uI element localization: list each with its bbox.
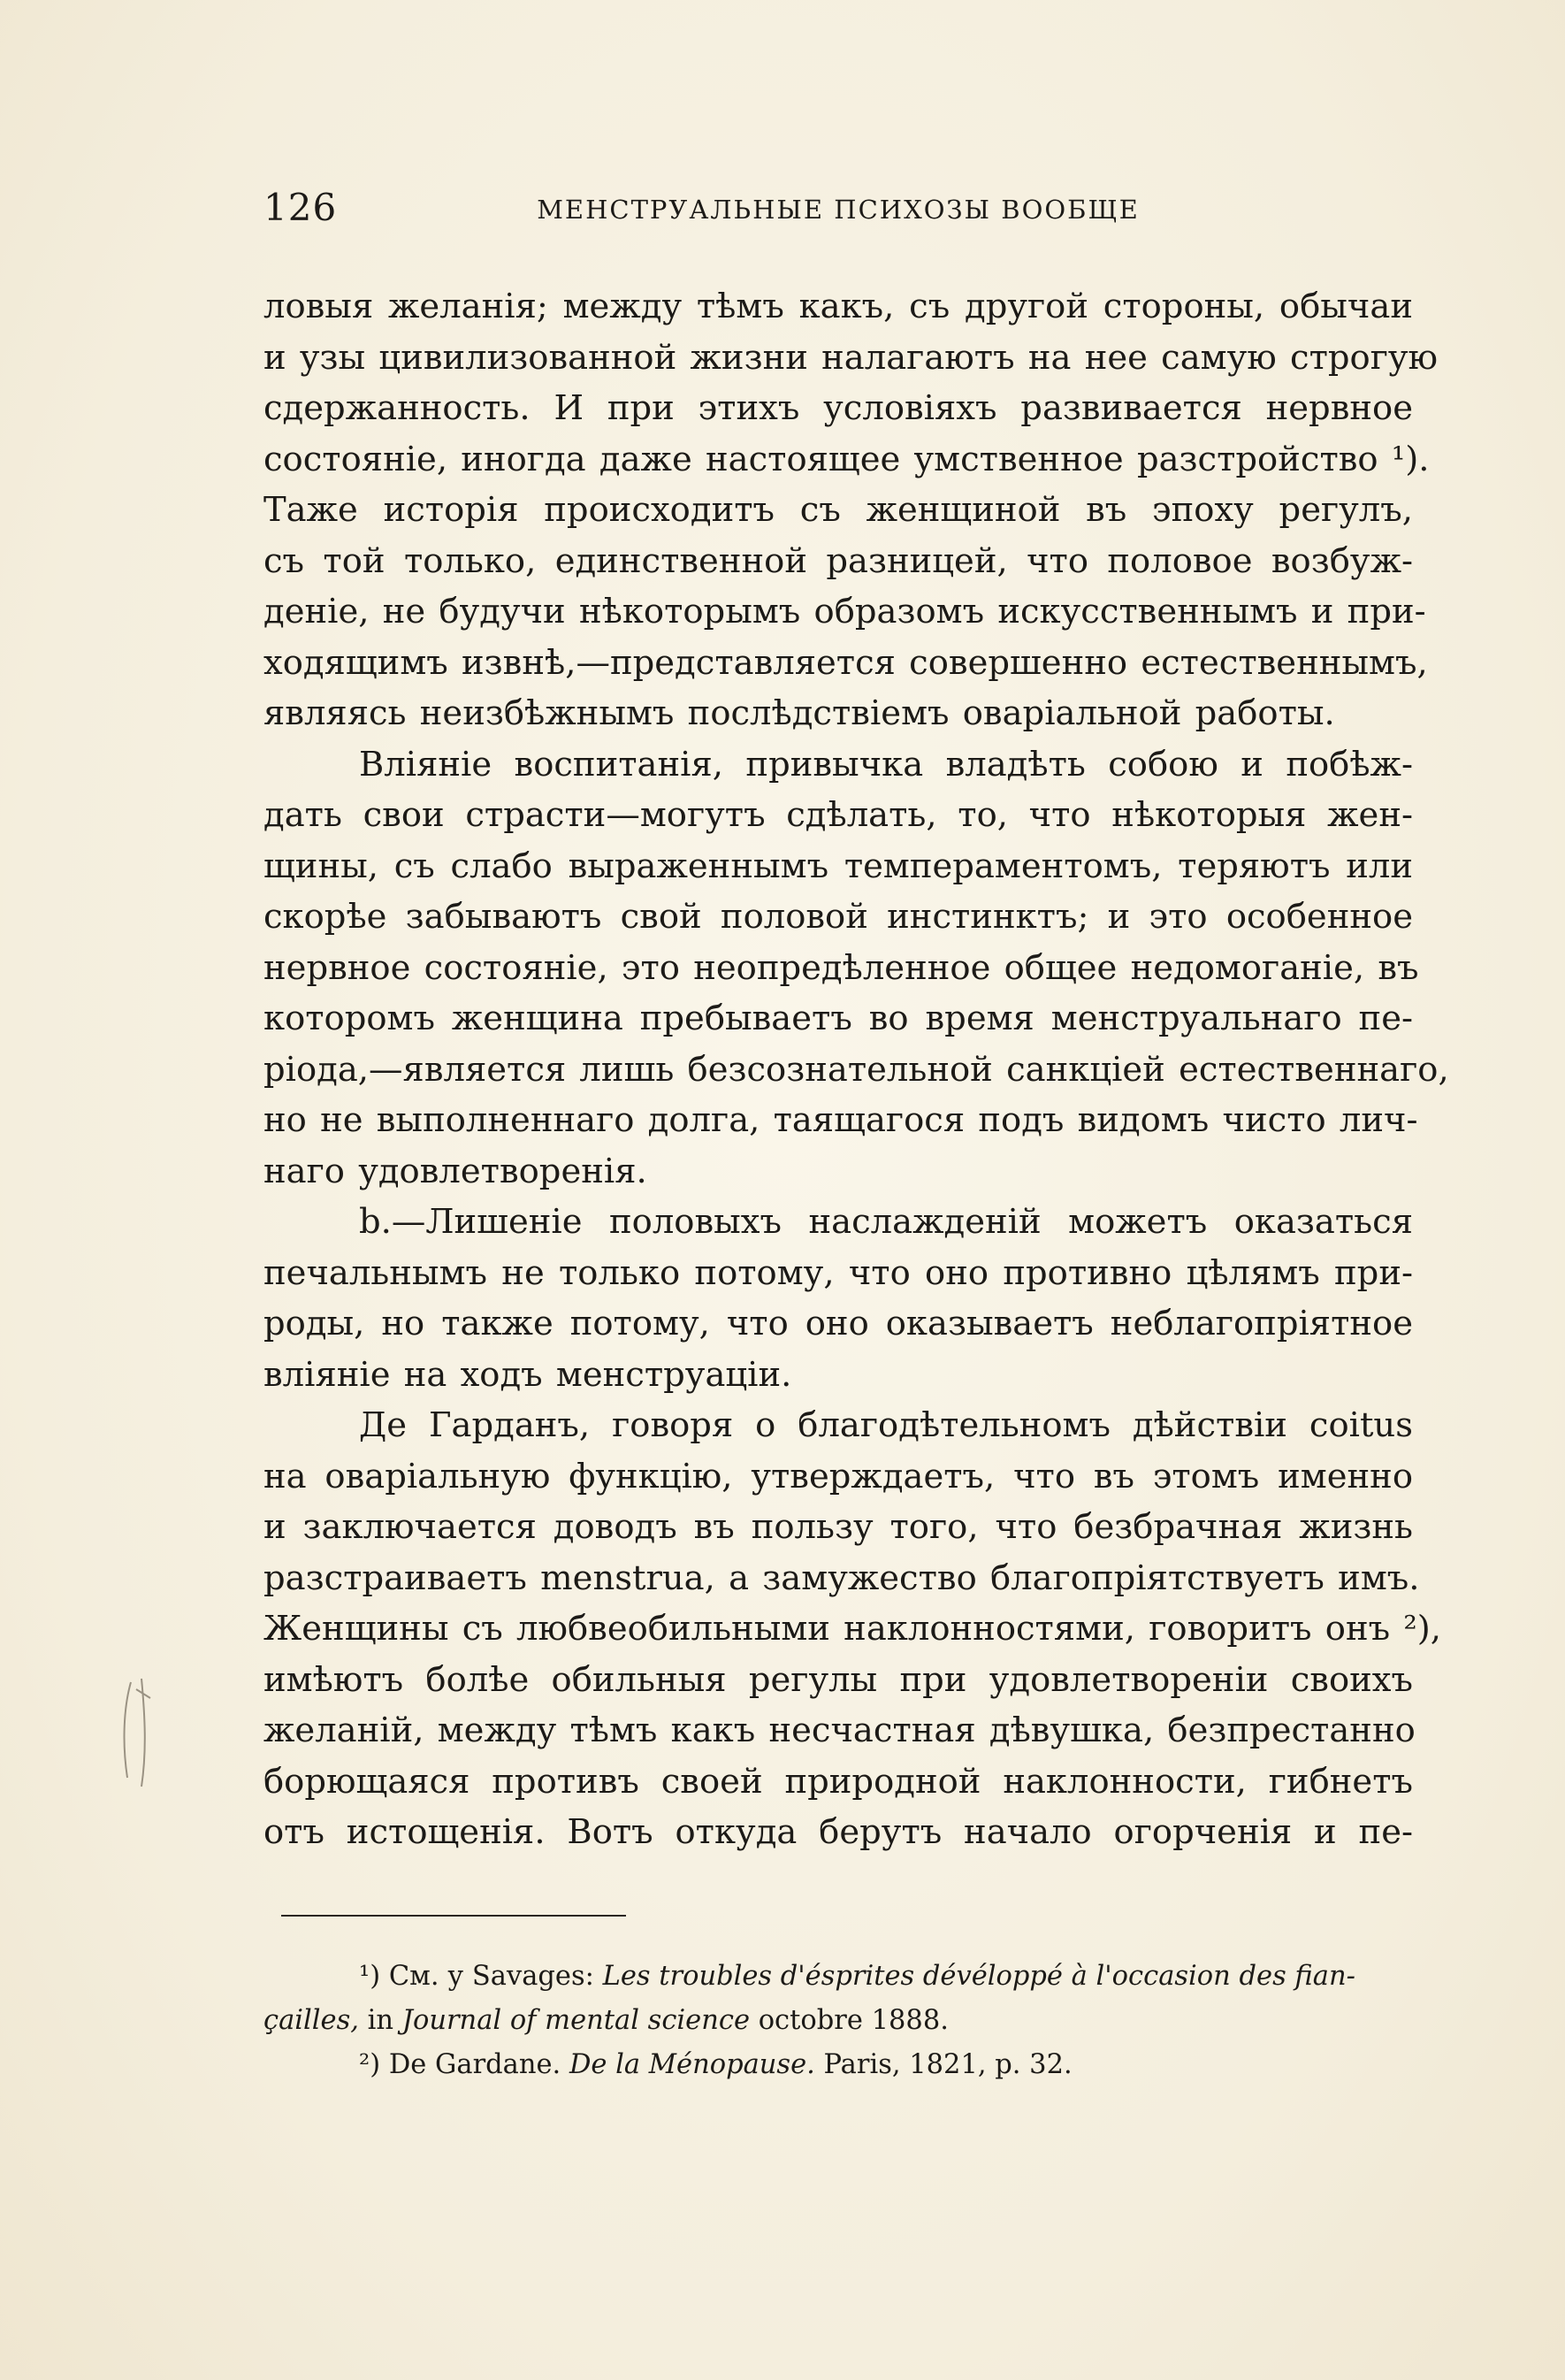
- text-line: но не выполненнаго долга, таящагося подъ видомъ чисто лич-: [263, 1100, 1418, 1140]
- text-line: вліяніе на ходъ менструаціи.: [263, 1354, 792, 1395]
- page-header: [263, 186, 1413, 235]
- text-line: нервное состояніе, это неопредѣленное общее недомоганіе, въ: [263, 947, 1419, 988]
- text-line: ріода,—является лишь безсознательной санкціей естественнаго,: [263, 1049, 1449, 1090]
- footnote-marker: ¹) См. у Savages:: [359, 1961, 603, 1992]
- footnote-title: Les troubles d'ésprites dévéloppé à l'occasion des fian-: [602, 1961, 1355, 1992]
- text-line: отъ истощенія. Вотъ откуда берутъ начало огорченія и пе-: [263, 1812, 1413, 1852]
- text-line: b.—Лишеніе половыхъ наслажденій можетъ оказаться: [359, 1202, 1413, 1242]
- footnote-rule: [281, 1915, 626, 1917]
- footnote-2: [263, 2043, 1413, 2087]
- text-line: наго удовлетворенія.: [263, 1151, 647, 1191]
- text-line: печальнымъ не только потому, что оно противно цѣлямъ при-: [263, 1252, 1413, 1293]
- footnotes: [263, 1955, 1413, 2087]
- text-line: сдержанность. И при этихъ условіяхъ развивается нервное: [263, 388, 1413, 428]
- text-line: являясь неизбѣжнымъ послѣдствіемъ оваріальной работы.: [263, 693, 1335, 733]
- footnote-title-cont: çailles,: [263, 2005, 359, 2036]
- text-line: ходящимъ извнѣ,—представляется совершенно естественнымъ,: [263, 642, 1428, 683]
- footnote-1-cont: [263, 1999, 1413, 2043]
- text-line: имѣютъ болѣе обильныя регулы при удовлетвореніи своихъ: [263, 1659, 1413, 1700]
- text-line: дать свои страсти—могутъ сдѣлать, то, что нѣкоторыя жен-: [263, 795, 1413, 835]
- text-line: состояніе, иногда даже настоящее умственное разстройство ¹).: [263, 439, 1430, 479]
- text-line: скорѣе забываютъ свой половой инстинктъ; и это особенное: [263, 897, 1413, 937]
- text-line: деніе, не будучи нѣкоторымъ образомъ искусственнымъ и при-: [263, 592, 1426, 631]
- text-line: роды, но также потому, что оно оказываетъ неблагопріятное: [263, 1304, 1413, 1343]
- text-line: Де Гарданъ, говоря о благодѣтельномъ дѣйствіи coitus: [359, 1405, 1413, 1445]
- text-line: на оваріальную функцію, утверждаетъ, что въ этомъ именно: [263, 1456, 1413, 1496]
- footnote-date: octobre 1888.: [750, 2005, 949, 2036]
- text-line: съ той только, единственной разницей, что половое возбуж-: [263, 540, 1413, 581]
- footnote-text: Paris, 1821, p. 32.: [814, 2049, 1073, 2080]
- text-line: и узы цивилизованной жизни налагаютъ на нее самую строгую: [263, 337, 1439, 378]
- text-line: Женщины съ любвеобильными наклонностями, говоритъ онъ ²),: [263, 1609, 1442, 1649]
- text-line: ловыя желанія; между тѣмъ какъ, съ другой стороны, обычаи: [263, 287, 1413, 326]
- text-line: желаній, между тѣмъ какъ несчастная дѣвушка, безпрестанно: [263, 1710, 1416, 1750]
- text-line: и заключается доводъ въ пользу того, что безбрачная жизнь: [263, 1507, 1413, 1547]
- footnote-text: in: [358, 2005, 402, 2036]
- text-line: щины, съ слабо выраженнымъ темпераментомъ, теряютъ или: [263, 846, 1413, 886]
- page-number: 126: [263, 186, 338, 229]
- footnote-1: [263, 1955, 1413, 1999]
- text-line: разстраиваетъ menstrua, а замужество благопріятствуетъ имъ.: [263, 1557, 1420, 1598]
- text-line: Таже исторія происходитъ съ женщиной въ эпоху регулъ,: [263, 490, 1413, 530]
- body-text: [263, 281, 1449, 1858]
- running-title: МЕНСТРУАЛЬНЫЕ ПСИХОЗЫ ВООБЩЕ: [537, 195, 1140, 225]
- footnote-title: De la Ménopause.: [569, 2049, 815, 2080]
- text-line: которомъ женщина пребываетъ во время менструальнаго пе-: [263, 999, 1413, 1038]
- footnote-marker: ²) De Gardane.: [359, 2049, 569, 2080]
- margin-pencil-mark: [115, 1672, 168, 1795]
- footnote-journal: Journal of mental science: [401, 2005, 750, 2036]
- text-line: борющаяся противъ своей природной наклонности, гибнетъ: [263, 1761, 1413, 1802]
- text-line: Вліяніе воспитанія, привычка владѣть собою и побѣж-: [359, 744, 1413, 784]
